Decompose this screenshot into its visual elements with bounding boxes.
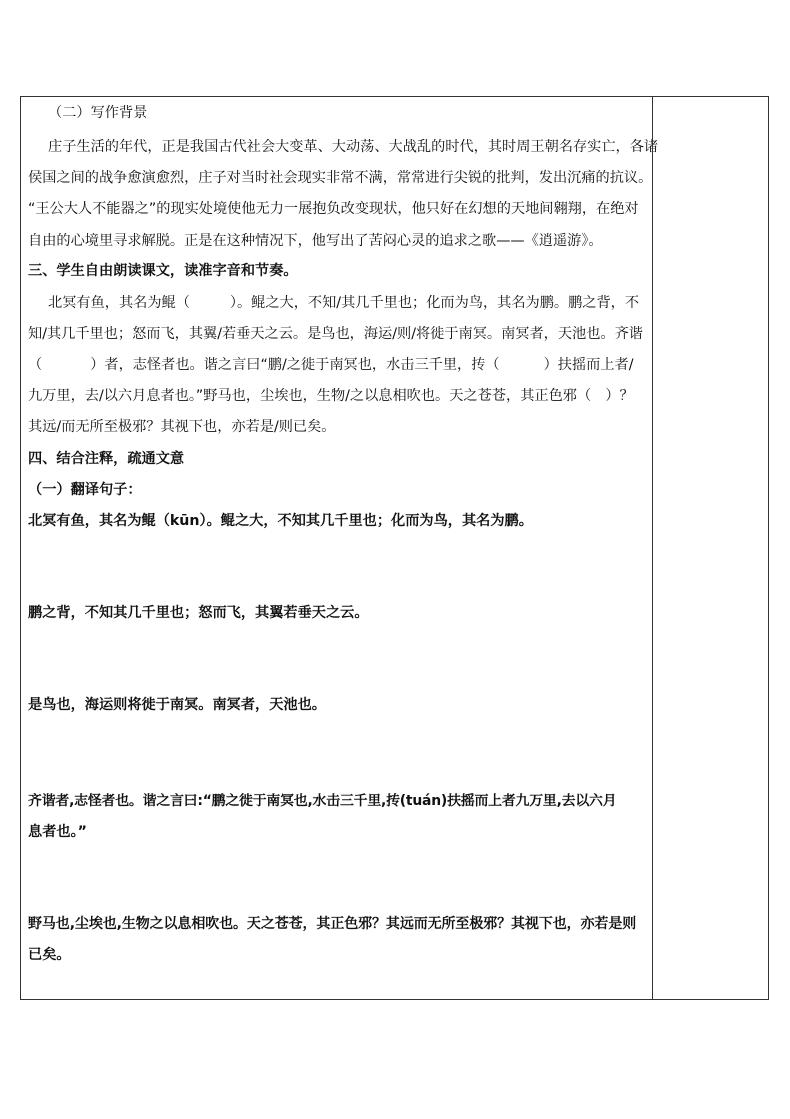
background-heading: （二）写作背景 [48,105,148,121]
background-paragraph-line: “王公大人不能器之”的现实处境使他无力一展抱负改变现状，他只好在幻想的天地间翱翔，在绝对 [28,201,639,217]
reading-line: 其远/而无所至极邪？其视下也，亦若是/则已矣。 [28,419,336,435]
reading-text: （ [28,357,43,373]
translate-sentence: 息者也。” [28,824,87,840]
section4-subheading: （一）翻译句子： [28,482,142,498]
background-paragraph-line: 自由的心境里寻求解脱。正是在这种情况下，他写出了苦闷心灵的追求之歌——《逍遥游》。 [28,233,603,249]
reading-text: ）者，志怪者也。谐之言曰“鹏/之徙于南冥也，水击三千里，抟（ [90,357,500,373]
reading-text: ）扶摇而上者/ [543,357,634,373]
reading-text: ）。鲲之大，不知/其几千里也；化而为鸟，其名为鹏。鹏之背，不 [229,295,640,311]
background-paragraph-line: 侯国之间的战争愈演愈烈，庄子对当时社会现实非常不满，常常进行尖锐的批判，发出沉痛的抗议。 [28,170,653,186]
section3-heading: 三、学生自由朗读课文，读准字音和节奏。 [28,263,298,279]
reading-line [48,293,639,313]
reading-text: 北冥有鱼，其名为鲲（ [48,295,190,311]
lesson-table [20,96,769,1000]
translate-sentence: 齐谐者,志怪者也。谐之言曰:“鹏之徙于南冥也,水击三千里,抟(tuán)扶摇而上者九万里,去以六月 [28,793,617,809]
background-paragraph-line: 庄子生活的年代，正是我国古代社会大变革、大动荡、大战乱的时代，其时周王朝名存实亡，各诸 [48,139,659,155]
reading-line: 知/其几千里也；怒而飞，其翼/若垂天之云。是鸟也，海运/则/将徙于南冥。南冥者，天池也。齐谐 [28,326,643,342]
translate-sentence: 已矣。 [28,947,71,963]
reading-line: 九万里，去/以六月息者也。”野马也，尘埃也，生物/之以息相吹也。天之苍苍，其正色邪（ ）？ [28,388,634,404]
translate-sentence: 鹏之背，不知其几千里也；怒而飞，其翼若垂天之云。 [28,605,369,621]
translate-sentence: 北冥有鱼，其名为鲲（kūn）。鲲之大，不知其几千里也；化而为鸟，其名为鹏。 [28,513,533,529]
notes-cell [653,97,768,999]
reading-line [28,355,634,375]
translate-sentence: 是鸟也，海运则将徙于南冥。南冥者，天池也。 [28,697,326,713]
section4-heading: 四、结合注释，疏通文意 [28,451,185,467]
translate-sentence: 野马也,尘埃也,生物之以息相吹也。天之苍苍，其正色邪？其远而无所至极邪？其视下也，亦若是则 [28,916,637,932]
